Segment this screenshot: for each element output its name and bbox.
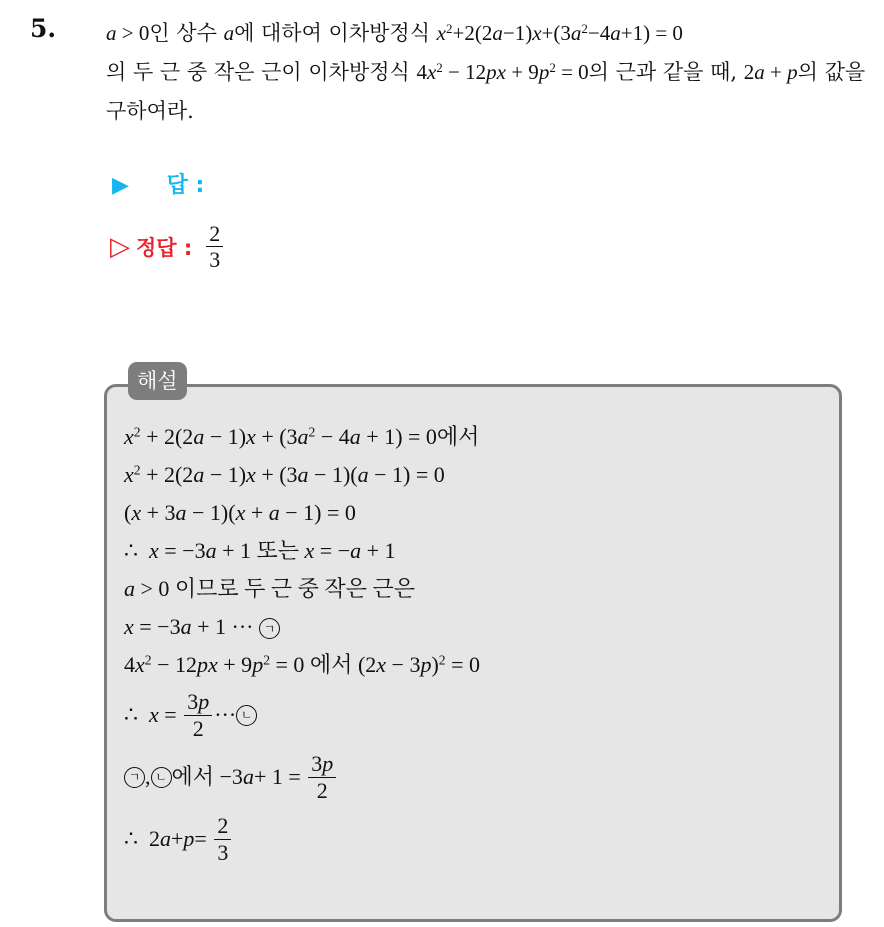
equation-1: $x^2+2(2a-1)x+(3a^2-4a+1) = 0$	[436, 20, 683, 45]
problem-text	[106, 14, 884, 131]
solution-line-10: ∴ 2 a + p = $\frac{2}{3}$	[124, 808, 824, 870]
text-segment: 의 값을 구하여라.	[106, 60, 866, 123]
condition-expr: a > 0	[106, 21, 150, 45]
correct-answer-fraction	[206, 222, 223, 271]
solution-line-1: $x^2 + 2(2a - 1)x + (3a^2 - 4a + 1) = 0$에서	[124, 424, 480, 449]
problem-number: 5.	[30, 14, 57, 43]
text-ttoneun: 또는	[256, 538, 300, 563]
target-expr: 2a + p	[743, 60, 798, 84]
answer-label: 답 :	[166, 173, 205, 198]
text-segment: 의 근과 같을 때,	[588, 60, 744, 84]
fraction: $\frac{3p}{2}$	[308, 752, 336, 801]
fraction: $\frac{2}{3}$	[214, 814, 231, 863]
solution-line-9: ㄱ , ㄴ 에서 −3 a + 1 = $\frac{3p}{2}$	[124, 746, 824, 808]
play-triangle-icon: ▶	[112, 173, 129, 198]
text-segment: 인 상수	[149, 21, 224, 45]
text-eseo: 에서	[171, 764, 215, 789]
solution-line-6: x = −3a + 1 ··· ㄱ	[124, 608, 824, 646]
text-eseo: 에서	[436, 424, 480, 449]
answer-row	[112, 168, 204, 199]
circled-nieun-icon: ㄴ	[236, 705, 257, 726]
text-segment: 에 대하여 이차방정식	[234, 21, 437, 45]
text-eseo: 에서	[309, 652, 353, 677]
fraction-numerator: 2	[206, 222, 223, 247]
outline-triangle-icon: ▷	[110, 231, 130, 262]
solution-line-2: $x^2 + 2(2a - 1)x + (3a - 1)(a - 1) = 0$	[124, 462, 445, 487]
circled-nieun-icon: ㄴ	[151, 767, 172, 788]
var-a: a	[223, 21, 235, 45]
circled-giyeok-icon: ㄱ	[259, 618, 280, 639]
solution-line-8: ∴ x = $\frac{3p}{2}$ ··· ㄴ	[124, 684, 824, 746]
fraction-denominator: 3	[209, 247, 221, 273]
fraction: $\frac{3p}{2}$	[184, 690, 212, 739]
text-imeuro: 이므로 두 근 중 작은 근은	[174, 576, 415, 601]
correct-answer-label: 정답 :	[136, 235, 193, 260]
solution-line-4: ∴ x = −3a + 1 또는 x = −a + 1	[124, 538, 396, 563]
solution-line-3: (x + 3a − 1)(x + a − 1) = 0	[124, 500, 356, 525]
circled-giyeok-icon: ㄱ	[124, 767, 145, 788]
solution-tag: 해설	[128, 362, 187, 400]
solution-line-7: $4x^2 - 12px + 9p^2 = 0$ 에서 $(2x - 3p)^2 = 0$	[124, 652, 481, 677]
solution-line-5: a > 0 이므로 두 근 중 작은 근은	[124, 576, 415, 601]
correct-answer-row	[110, 222, 225, 271]
text-segment: 의 두 근 중 작은 근이 이차방정식	[106, 60, 417, 84]
solution-lines	[124, 418, 824, 870]
equation-2: $4x^2 - 12px + 9p^2 = 0$	[416, 59, 589, 84]
